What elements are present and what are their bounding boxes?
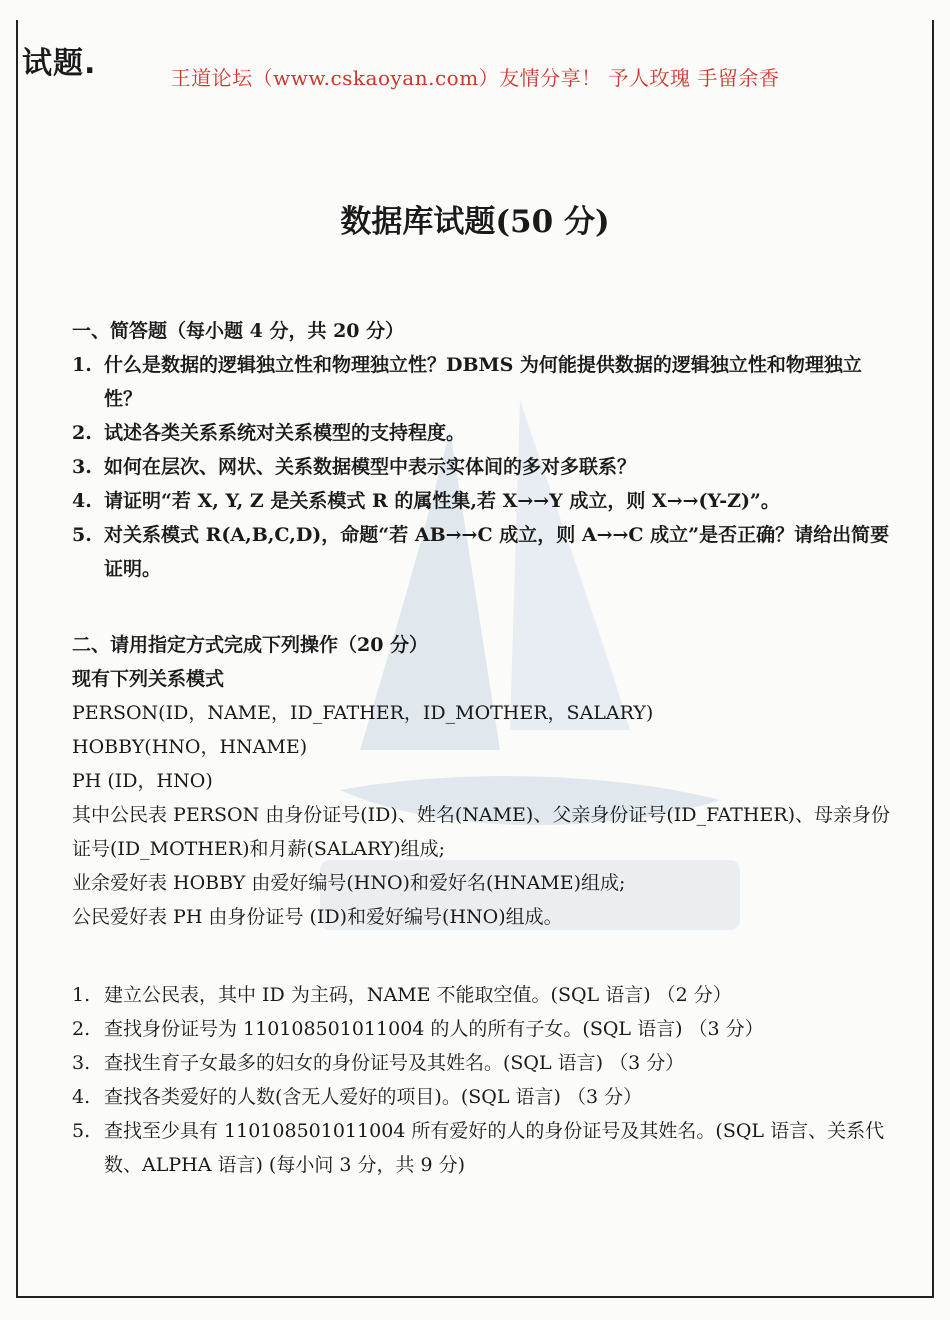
schema-ph: PH (ID，HNO) — [72, 770, 213, 792]
question-text: 什么是数据的逻辑独立性和物理独立性？DBMS 为何能提供数据的逻辑独立性和物理独立性？ — [104, 354, 862, 410]
question-text: 查找各类爱好的人数(含无人爱好的项目)。(SQL 语言) （3 分） — [104, 1086, 643, 1108]
list-item — [72, 348, 892, 416]
question-number: 2. — [72, 422, 92, 444]
section-operations — [72, 628, 892, 934]
question-text: 对关系模式 R(A,B,C,D)，命题“若 AB→→C 成立，则 A→→C 成立”是否正确？请给出简要证明。 — [104, 524, 890, 580]
question-text: 请证明“若 X, Y, Z 是关系模式 R 的属性集,若 X→→Y 成立，则 X→→(Y-Z)”。 — [104, 490, 780, 512]
list-item — [72, 484, 892, 518]
list-item — [72, 1012, 892, 1046]
description-ph: 公民爱好表 PH 由身份证号 (ID)和爱好编号(HNO)组成。 — [72, 906, 563, 928]
description-hobby: 业余爱好表 HOBBY 由爱好编号(HNO)和爱好名(HNAME)组成; — [72, 872, 626, 894]
question-text: 查找身份证号为 110108501011004 的人的所有子女。(SQL 语言) （3 分） — [104, 1018, 764, 1040]
list-item — [72, 1114, 892, 1182]
schema-person: PERSON(ID，NAME，ID_FATHER，ID_MOTHER，SALARY) — [72, 702, 654, 724]
question-text: 查找生育子女最多的妇女的身份证号及其姓名。(SQL 语言) （3 分） — [104, 1052, 685, 1074]
section1-heading: 一、简答题（每小题 4 分，共 20 分） — [72, 320, 405, 342]
question-text: 查找至少具有 110108501011004 所有爱好的人的身份证号及其姓名。(SQL 语言、关系代数、ALPHA 语言) (每小问 3 分，共 9 分) — [104, 1120, 885, 1176]
question-text: 试述各类关系系统对关系模型的支持程度。 — [104, 422, 466, 444]
exam-title: 数据库试题(50 分) — [340, 204, 610, 240]
question-number: 3. — [72, 1052, 91, 1074]
forum-watermark-line: 王道论坛（www.cskaoyan.com）友情分享！ 予人玫瑰 手留余香 — [170, 66, 780, 90]
question-number: 4. — [72, 490, 92, 512]
question-number: 2. — [72, 1018, 91, 1040]
description-person: 其中公民表 PERSON 由身份证号(ID)、姓名(NAME)、父亲身份证号(ID_FATHER)、母亲身份证号(ID_MOTHER)和月薪(SALARY)组成; — [72, 804, 891, 860]
question-number: 1. — [72, 354, 92, 376]
section-sql-questions — [72, 978, 892, 1182]
list-item — [72, 450, 892, 484]
question-text: 建立公民表，其中 ID 为主码，NAME 不能取空值。(SQL 语言) （2 分） — [104, 984, 732, 1006]
section-short-answer — [72, 314, 892, 586]
list-item — [72, 1080, 892, 1114]
question-number: 4. — [72, 1086, 91, 1108]
list-item — [72, 1046, 892, 1080]
corner-label: 试题. — [22, 46, 97, 81]
list-item — [72, 518, 892, 586]
question-number: 5. — [72, 1120, 91, 1142]
section2-heading: 二、请用指定方式完成下列操作（20 分） — [72, 634, 429, 656]
question-number: 1. — [72, 984, 91, 1006]
schema-intro: 现有下列关系模式 — [72, 668, 225, 690]
schema-hobby: HOBBY(HNO，HNAME) — [72, 736, 308, 758]
question-number: 5. — [72, 524, 92, 546]
question-number: 3. — [72, 456, 92, 478]
list-item — [72, 978, 892, 1012]
question-text: 如何在层次、网状、关系数据模型中表示实体间的多对多联系？ — [104, 456, 637, 478]
list-item — [72, 416, 892, 450]
